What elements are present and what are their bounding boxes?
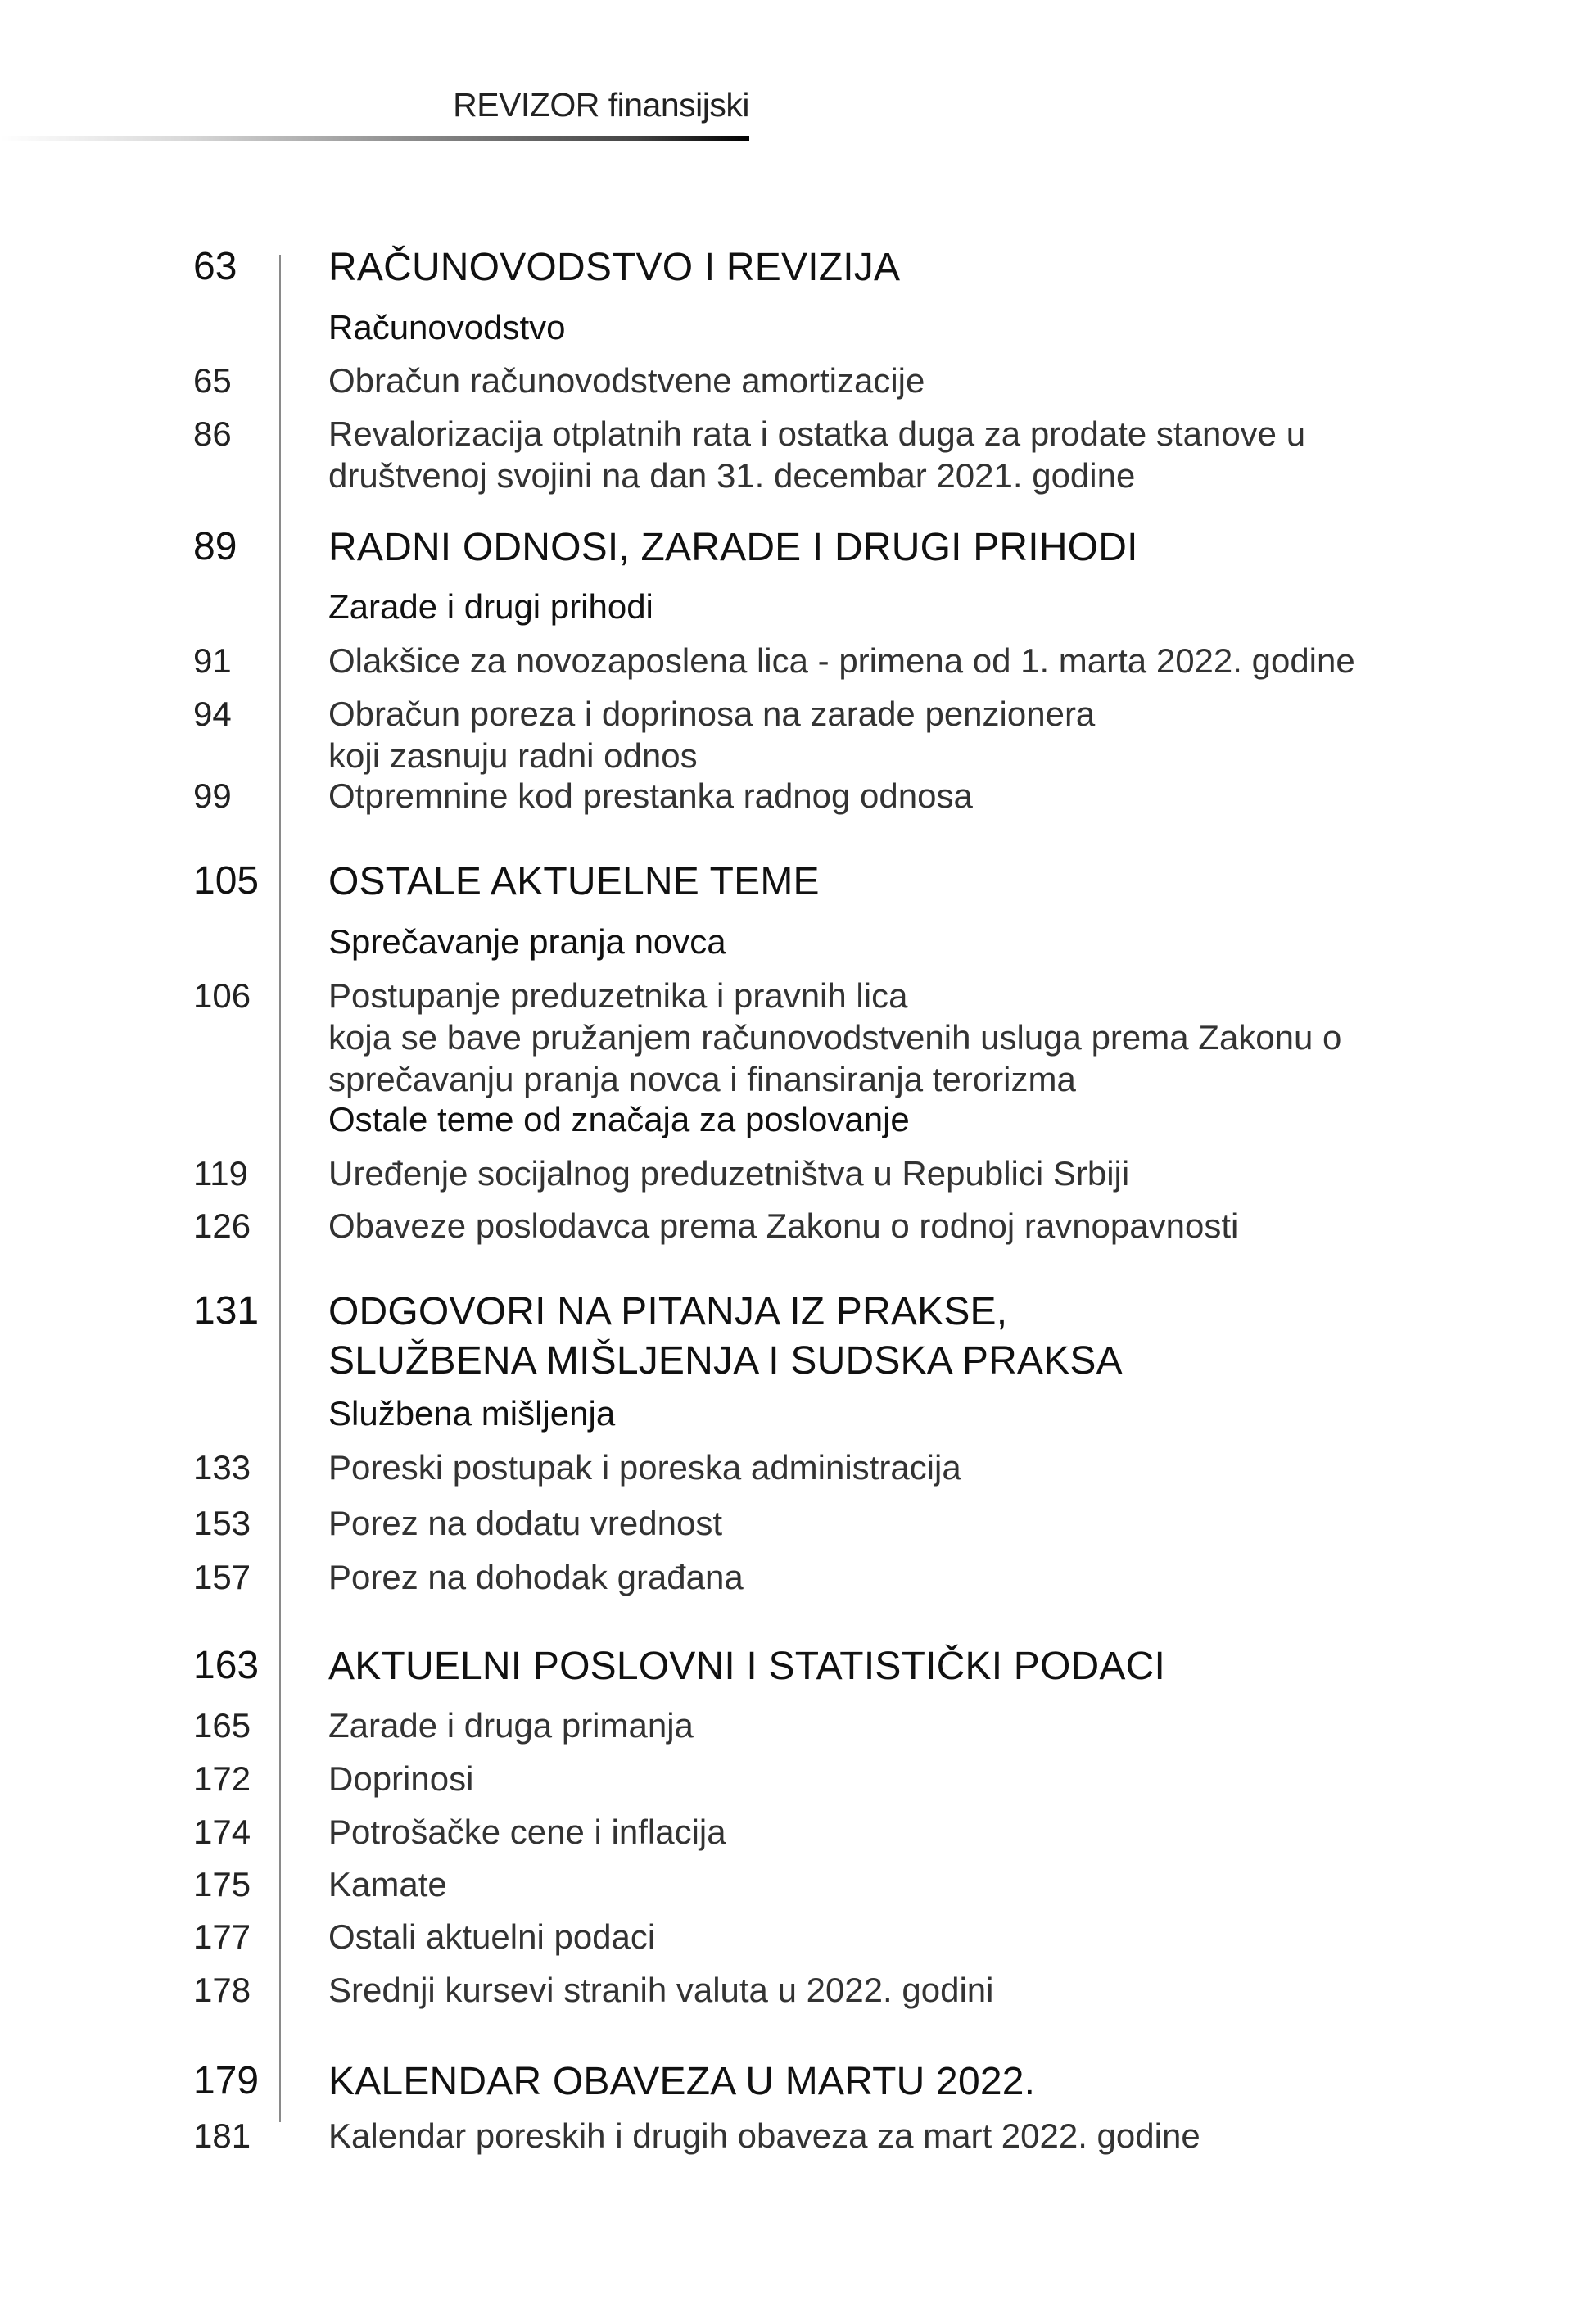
page-number: 65 [193, 361, 232, 400]
page-number: 181 [193, 2116, 251, 2155]
entry-title: Porez na dohodak građana [328, 1558, 744, 1596]
page-number: 165 [193, 1706, 251, 1745]
entry-title: Olakšice za novozaposlena lica - primena od 1. marta 2022. godine [328, 641, 1355, 680]
page-number: 163 [193, 1644, 260, 1687]
entry-title: Porez na dodatu vrednost [328, 1504, 722, 1542]
subheading-title: Ostale teme od značaja za poslovanje [328, 1100, 910, 1138]
subheading-title: Sprečavanje pranja novca [328, 922, 726, 961]
entry-title: Zarade i druga primanja [328, 1706, 694, 1745]
entry-title: Kamate [328, 1865, 447, 1903]
section-title: OSTALE AKTUELNE TEME [328, 860, 820, 903]
section-title: KALENDAR OBAVEZA U MARTU 2022. [328, 2060, 1036, 2103]
entry-title: Uređenje socijalnog preduzetništva u Republici Srbiji [328, 1154, 1130, 1193]
section-title: RAČUNOVODSTVO I REVIZIJA [328, 246, 901, 289]
entry-title: sprečavanju pranja novca i finansiranja terorizma [328, 1060, 1076, 1098]
page-number: 86 [193, 414, 232, 453]
page-number: 89 [193, 525, 237, 568]
entry-title: Potrošačke cene i inflacija [328, 1813, 726, 1851]
page-number: 99 [193, 776, 232, 815]
page-number: 94 [193, 695, 232, 733]
page-number: 177 [193, 1917, 251, 1956]
entry-title: Poreski postupak i poreska administracija [328, 1448, 961, 1487]
entry-title: Obračun računovodstvene amortizacije [328, 361, 925, 400]
page-number: 131 [193, 1289, 260, 1333]
page-number: 157 [193, 1558, 251, 1596]
page-number: 63 [193, 245, 237, 288]
subheading-title: Zarade i drugi prihodi [328, 587, 653, 626]
page-number: 91 [193, 641, 232, 680]
page-number: 126 [193, 1206, 251, 1245]
page-number: 178 [193, 1971, 251, 2009]
page-number: 179 [193, 2059, 260, 2102]
section-title: AKTUELNI POSLOVNI I STATISTIČKI PODACI [328, 1645, 1166, 1688]
entry-title: Revalorizacija otplatnih rata i ostatka duga za prodate stanove u [328, 414, 1306, 453]
publication-title: REVIZOR finansijski [453, 86, 749, 124]
page-number: 153 [193, 1504, 251, 1542]
subheading-title: Računovodstvo [328, 308, 566, 346]
entry-title: koji zasnuju radni odnos [328, 736, 698, 775]
entry-title: društvenoj svojini na dan 31. decembar 2021. godine [328, 456, 1136, 495]
entry-title: koja se bave pružanjem računovodstvenih usluga prema Zakonu o [328, 1018, 1342, 1057]
entry-title: Srednji kursevi stranih valuta u 2022. godini [328, 1971, 994, 2009]
page-number: 172 [193, 1759, 251, 1798]
entry-title: Doprinosi [328, 1759, 474, 1798]
page-number: 119 [193, 1154, 248, 1193]
section-title: RADNI ODNOSI, ZARADE I DRUGI PRIHODI [328, 526, 1138, 569]
entry-title: Otpremnine kod prestanka radnog odnosa [328, 776, 973, 815]
section-title: SLUŽBENA MIŠLJENJA I SUDSKA PRAKSA [328, 1339, 1123, 1383]
page-number: 175 [193, 1865, 251, 1903]
page-number: 106 [193, 976, 251, 1015]
header-gradient-rule [0, 136, 749, 141]
running-header [0, 80, 749, 146]
entry-title: Kalendar poreskih i drugih obaveza za mart 2022. godine [328, 2116, 1200, 2155]
page-number: 174 [193, 1813, 251, 1851]
subheading-title: Službena mišljenja [328, 1394, 616, 1433]
page-number: 105 [193, 859, 260, 903]
page-number: 133 [193, 1448, 251, 1487]
entry-title: Ostali aktuelni podaci [328, 1917, 656, 1956]
entry-title: Obaveze poslodavca prema Zakonu o rodnoj ravnopavnosti [328, 1206, 1239, 1245]
toc-vertical-divider [279, 255, 281, 2122]
entry-title: Obračun poreza i doprinosa na zarade penzionera [328, 695, 1096, 733]
section-title: ODGOVORI NA PITANJA IZ PRAKSE, [328, 1290, 1008, 1333]
entry-title: Postupanje preduzetnika i pravnih lica [328, 976, 908, 1015]
